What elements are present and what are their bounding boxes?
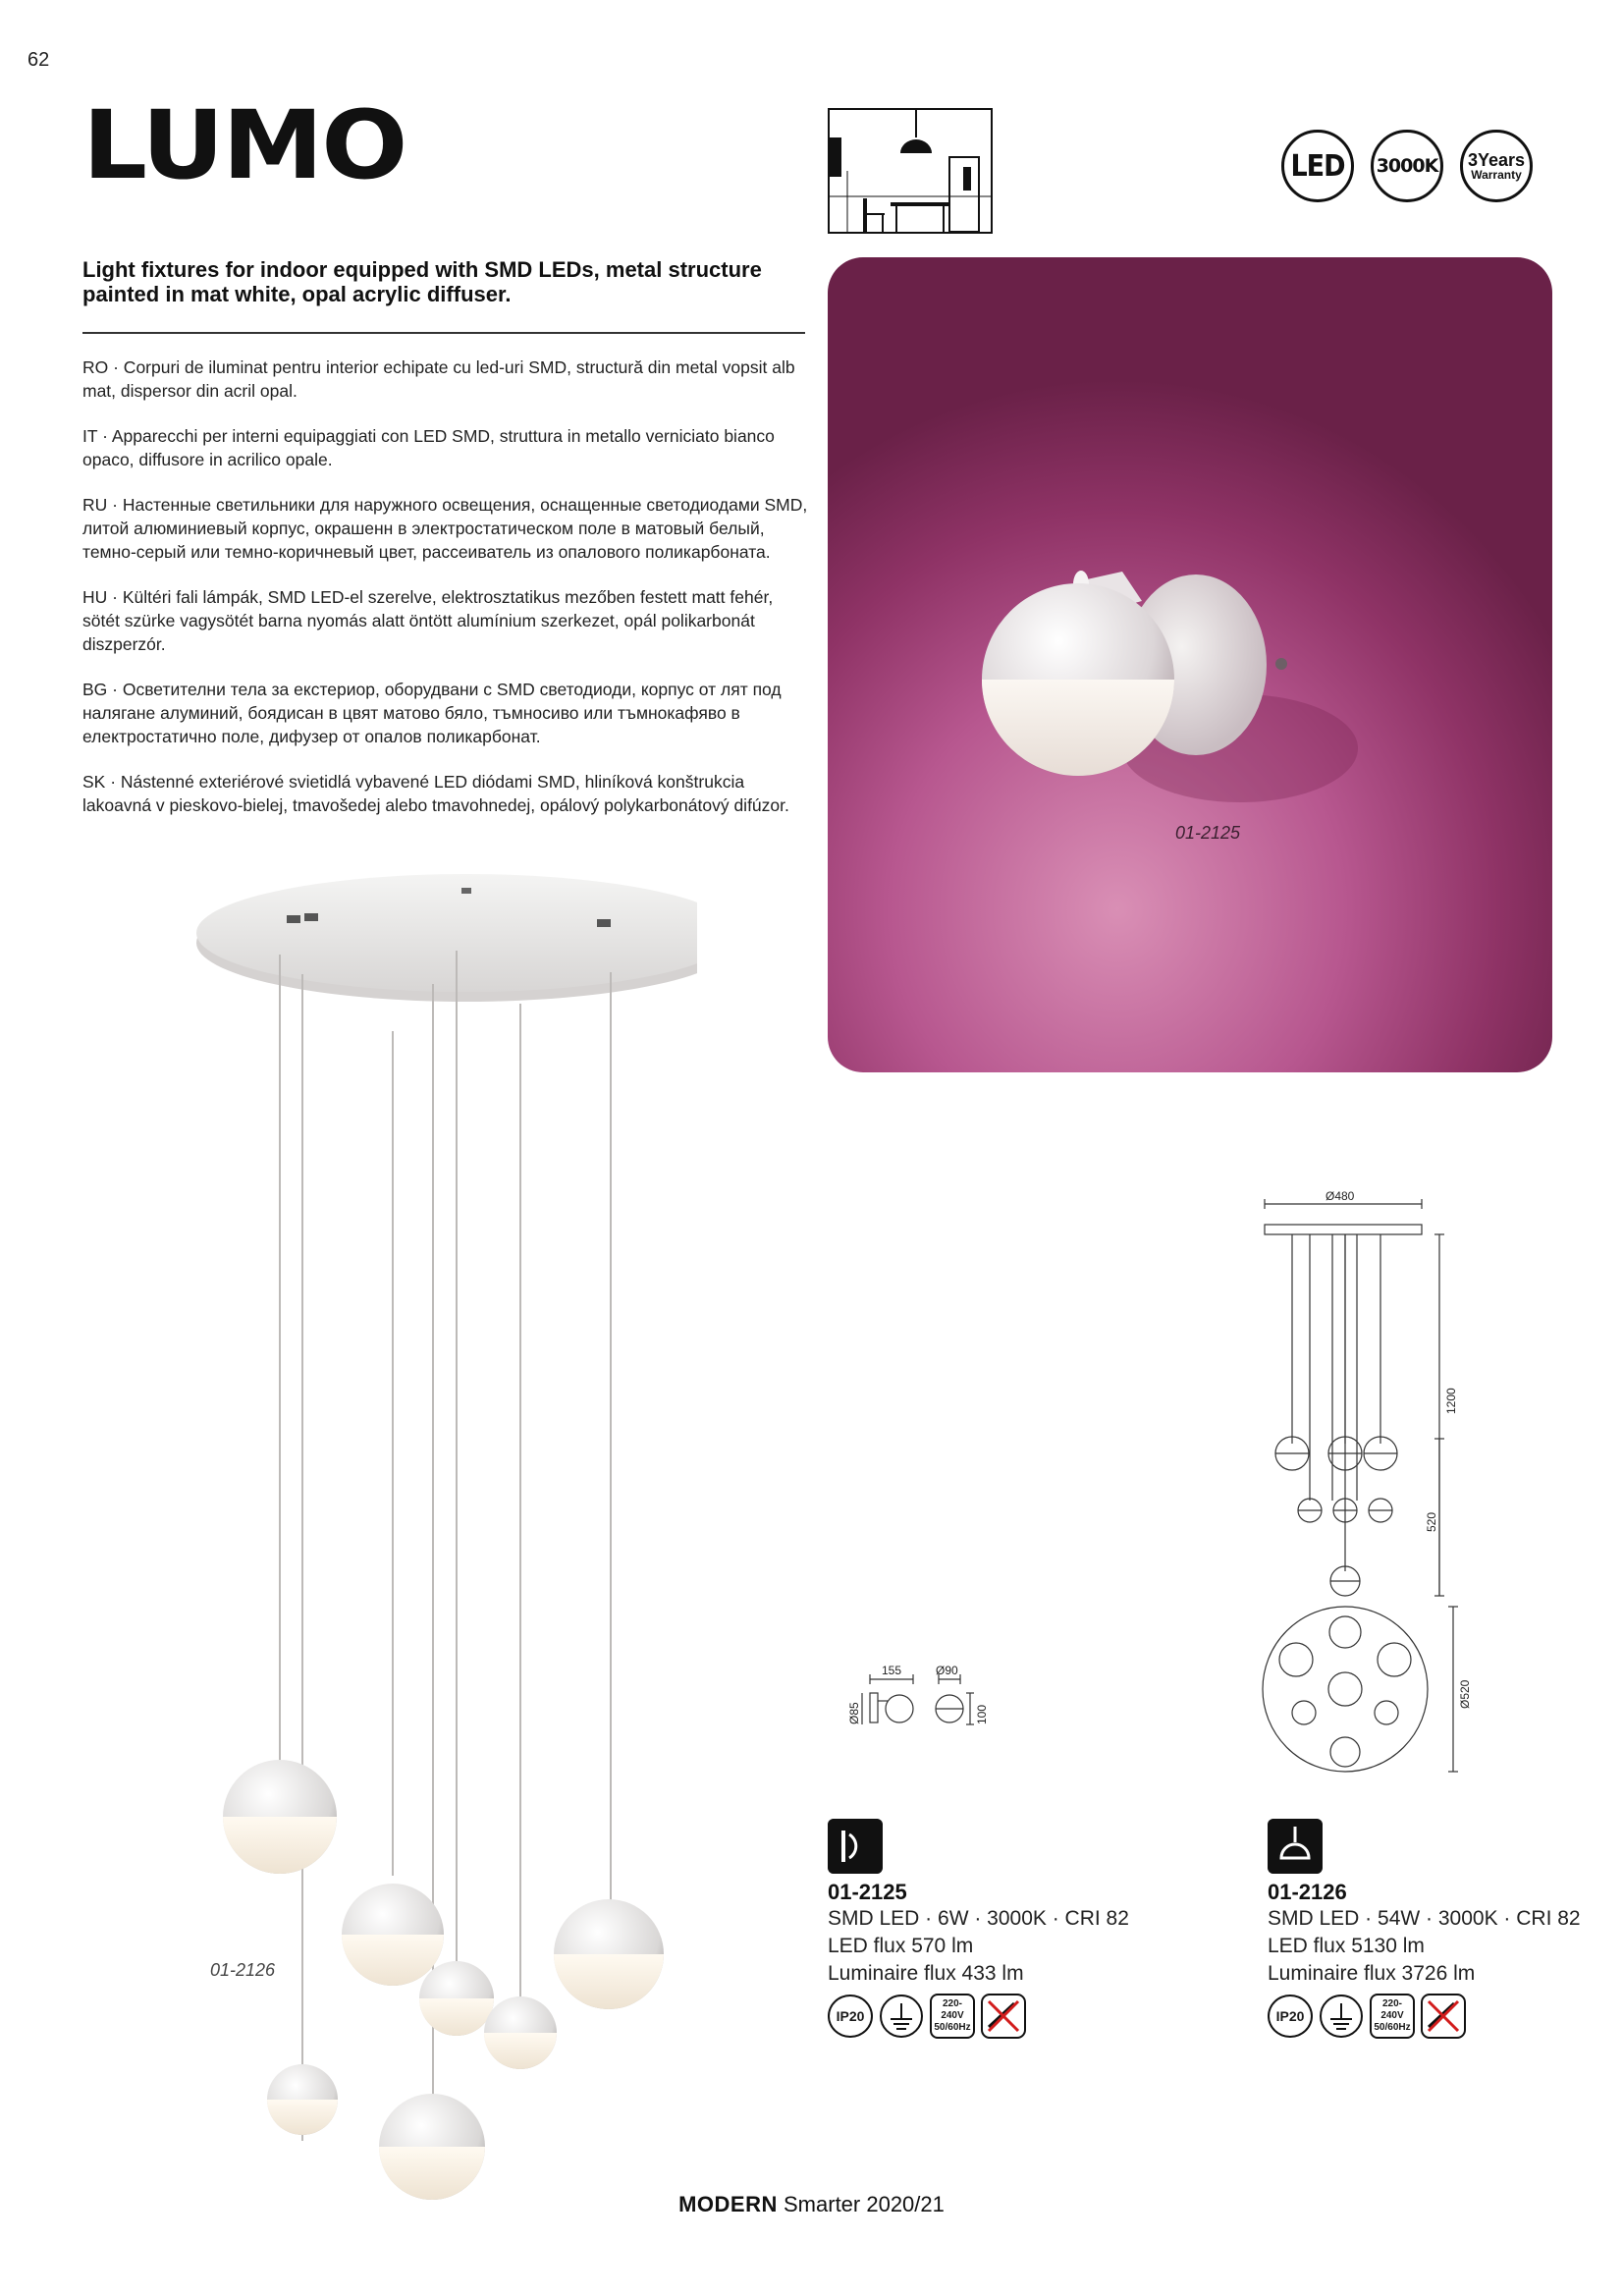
color-temperature-badge [1371, 130, 1443, 202]
certification-row [1268, 1992, 1466, 2041]
pendant-photo [147, 864, 697, 2200]
product-luminaire-flux: Luminaire flux 3726 lm [1268, 1962, 1476, 1985]
divider [82, 332, 805, 334]
frequency-label: 50/60Hz [934, 2022, 971, 2033]
product-spec: SMD LED · 54W · 3000K · CRI 82 [1268, 1907, 1581, 1930]
voltage-label: 220-240V [941, 1998, 964, 2021]
product-led-flux: LED flux 5130 lm [1268, 1935, 1425, 1957]
voltage-badge [930, 1994, 975, 2039]
pendant-technical-drawing [1257, 1188, 1483, 1777]
cct-label: 3000K [1376, 155, 1438, 177]
translation-ro: RO · Corpuri de iluminat pentru interior echipate cu led-uri SMD, structură din metal vopsit alb mat, dispersor din acril opal. [82, 357, 795, 401]
dim-globe: Ø90 [936, 1664, 958, 1677]
no-dimmer-icon [1421, 1994, 1466, 2039]
translation-ru: RU · Настенные светильники для наружного освещения, оснащенные светодиодами SMD, литой алюминиевый корпус, окрашенн в электростатическом поле в матовый белый, темно-серый или темно-коричневый цвет, рассеиватель из опалового поликарбоната. [82, 495, 808, 562]
warranty-label: Warranty [1471, 168, 1522, 182]
dining-room-icon [828, 108, 993, 234]
footer-brand: MODERN [678, 2192, 778, 2216]
voltage-label: 220-240V [1380, 1998, 1404, 2021]
sconce-technical-drawing [823, 1650, 1000, 1748]
wall-sconce-illustration [828, 257, 1552, 1072]
dim-depth: 155 [882, 1664, 902, 1677]
dim-base: Ø85 [847, 1702, 861, 1724]
wall-sconce-photo [828, 257, 1552, 1072]
intro-text: Light fixtures for indoor equipped with SMD LEDs, metal structure painted in mat white, opal acrylic diffuser. [82, 257, 762, 306]
product-led-flux: LED flux 570 lm [828, 1935, 974, 1957]
earth-ground-icon [1319, 1994, 1364, 2039]
dim-diameter: Ø480 [1325, 1189, 1355, 1203]
dim-plan-diameter: Ø520 [1458, 1679, 1472, 1709]
page-title: LUMO [82, 90, 406, 200]
voltage-badge [1370, 1994, 1415, 2039]
pendant-photo-code: 01-2126 [210, 1960, 276, 1980]
product-spec: SMD LED · 6W · 3000K · CRI 82 [828, 1907, 1129, 1930]
translations-block [82, 355, 809, 839]
translation-it: IT · Apparecchi per interni equipaggiati con LED SMD, struttura in metallo verniciato bianco opaco, diffusore in acrilico opale. [82, 426, 775, 469]
earth-ground-icon [879, 1994, 924, 2039]
translation-sk: SK · Nástenné exteriérové svietidlá vybavené LED diódami SMD, hliníková konštrukcia lakoavná v pieskovo-bielej, tmavošedej alebo tmavohnedej, opálový polykarbonátový difúzor. [82, 772, 789, 815]
frequency-label: 50/60Hz [1374, 2022, 1411, 2033]
product-code: 01-2126 [1268, 1880, 1347, 1904]
wall-light-type-icon [828, 1819, 883, 1874]
footer-text: Smarter 2020/21 [777, 2192, 945, 2216]
led-label: LED [1290, 148, 1345, 184]
product-luminaire-flux: Luminaire flux 433 lm [828, 1962, 1024, 1985]
page-number: 62 [27, 49, 50, 71]
warranty-badge [1460, 130, 1533, 202]
translation-hu: HU · Kültéri fali lámpák, SMD LED-el szerelve, elektrosztatikus mezőben festett matt fehér, sötét szürke vagysötét barna nyomás alatt öntött alumínium szerkezet, opál polikarbonát diszperzór. [82, 587, 774, 654]
dim-drop: 1200 [1444, 1388, 1458, 1414]
translation-bg: BG · Осветителни тела за екстериор, оборудвани с SMD светодиоди, корпус от лят под налягане алуминий, боядисан в цвят матово бяло, тъмносиво или тъмнокафяво в електростатично поле, дифузер от опалов поликарбонат. [82, 680, 782, 746]
led-badge [1281, 130, 1354, 202]
ip-rating-badge: IP20 [1268, 1995, 1313, 2038]
ip-rating-badge: IP20 [828, 1995, 873, 2038]
certification-row [828, 1992, 1026, 2041]
dim-height: 100 [975, 1704, 989, 1724]
sconce-photo-code: 01-2125 [1175, 823, 1241, 843]
pendant-type-icon [1268, 1819, 1323, 1874]
product-code: 01-2125 [828, 1880, 907, 1904]
warranty-years: 3Years [1467, 150, 1526, 170]
dim-cluster: 520 [1425, 1511, 1438, 1532]
no-dimmer-icon [981, 1994, 1026, 2039]
footer [0, 2192, 1623, 2217]
